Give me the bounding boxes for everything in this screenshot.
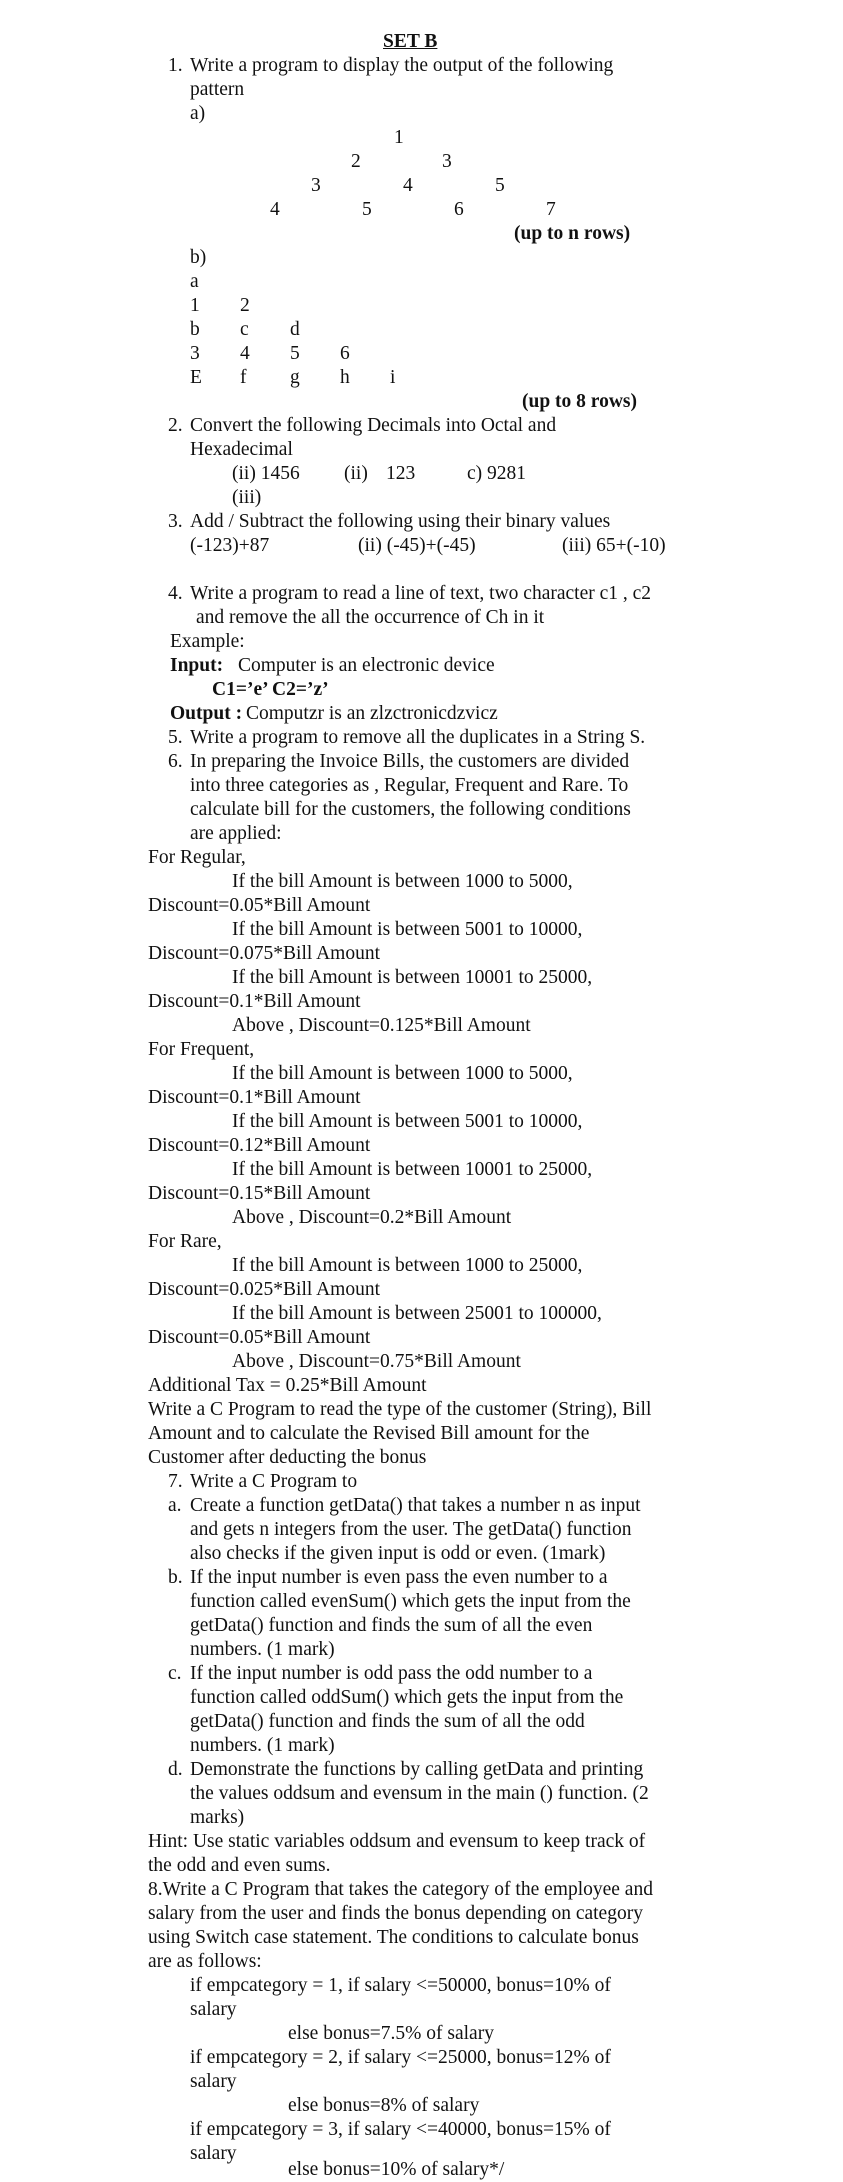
q8-text: 8.Write a C Program that takes the category of the employee and bbox=[148, 1879, 653, 1900]
q7-d-text: Demonstrate the functions by calling getData and printing bbox=[190, 1759, 644, 1780]
q3-item: (-123)+87 bbox=[190, 535, 270, 556]
discount-line: Discount=0.12*Bill Amount bbox=[148, 1135, 371, 1156]
q7-a-text: and gets n integers from the user. The getData() function bbox=[190, 1519, 632, 1540]
pattern-cell: b bbox=[190, 319, 200, 340]
q2-item: 123 bbox=[386, 463, 416, 484]
discount-line: Discount=0.05*Bill Amount bbox=[148, 895, 371, 916]
discount-line: Discount=0.15*Bill Amount bbox=[148, 1183, 371, 1204]
pattern-cell: d bbox=[290, 319, 300, 340]
q7-b-text: numbers. (1 mark) bbox=[190, 1639, 335, 1660]
discount-line: Discount=0.1*Bill Amount bbox=[148, 1087, 361, 1108]
q6-task: Customer after deducting the bonus bbox=[148, 1447, 427, 1468]
q7-c-label: c. bbox=[168, 1663, 182, 1684]
pattern-cell: f bbox=[240, 367, 247, 388]
q8-condition: if empcategory = 1, if salary <=50000, bonus=10% of bbox=[190, 1975, 611, 1996]
q2-item: c) 9281 bbox=[467, 463, 527, 484]
pattern-note: (up to n rows) bbox=[514, 223, 631, 244]
q7-hint: Hint: Use static variables oddsum and evensum to keep track of bbox=[148, 1831, 646, 1852]
q8-else: else bonus=7.5% of salary bbox=[288, 2023, 494, 2044]
condition-line: If the bill Amount is between 1000 to 5000, bbox=[232, 1063, 573, 1084]
q1-text: pattern bbox=[190, 79, 245, 100]
q7-c-text: numbers. (1 mark) bbox=[190, 1735, 335, 1756]
condition-line: If the bill Amount is between 1000 to 5000, bbox=[232, 871, 573, 892]
q8-condition: salary bbox=[190, 2071, 237, 2092]
pattern-cell: 2 bbox=[351, 151, 361, 172]
condition-line: Above , Discount=0.125*Bill Amount bbox=[232, 1015, 531, 1036]
pattern-note: (up to 8 rows) bbox=[522, 391, 638, 412]
pattern-cell: 7 bbox=[546, 199, 556, 220]
pattern-cell: 3 bbox=[442, 151, 452, 172]
q7-hint: the odd and even sums. bbox=[148, 1855, 331, 1876]
q5-text: Write a program to remove all the duplicates in a String S. bbox=[190, 727, 646, 748]
q7-number: 7. bbox=[168, 1471, 183, 1492]
pattern-cell: i bbox=[390, 367, 396, 388]
q6-text: into three categories as , Regular, Frequent and Rare. To bbox=[190, 775, 629, 796]
frequent-heading: For Frequent, bbox=[148, 1039, 255, 1060]
q8-condition: salary bbox=[190, 1999, 237, 2020]
condition-line: Above , Discount=0.2*Bill Amount bbox=[232, 1207, 512, 1228]
pattern-cell: 3 bbox=[311, 175, 321, 196]
discount-line: Discount=0.025*Bill Amount bbox=[148, 1279, 381, 1300]
pattern-cell: 1 bbox=[190, 295, 200, 316]
q4-number: 4. bbox=[168, 583, 183, 604]
q7-c-text: getData() function and finds the sum of all the odd bbox=[190, 1711, 585, 1732]
q2-text: Convert the following Decimals into Octal and bbox=[190, 415, 557, 436]
discount-line: Discount=0.075*Bill Amount bbox=[148, 943, 381, 964]
q8-text: using Switch case statement. The conditions to calculate bonus bbox=[148, 1927, 639, 1948]
discount-line: Discount=0.05*Bill Amount bbox=[148, 1327, 371, 1348]
q4-text: and remove the all the occurrence of Ch in it bbox=[196, 607, 545, 628]
q6-task: Write a C Program to read the type of the customer (String), Bill bbox=[148, 1399, 652, 1420]
q8-condition: salary bbox=[190, 2143, 237, 2164]
q8-condition: if empcategory = 2, if salary <=25000, bonus=12% of bbox=[190, 2047, 611, 2068]
q6-text: In preparing the Invoice Bills, the customers are divided bbox=[190, 751, 630, 772]
pattern-cell: h bbox=[340, 367, 350, 388]
pattern-cell: 5 bbox=[495, 175, 505, 196]
condition-line: If the bill Amount is between 10001 to 25000, bbox=[232, 967, 593, 988]
pattern-cell: 2 bbox=[240, 295, 250, 316]
q6-text: are applied: bbox=[190, 823, 282, 844]
tax-line: Additional Tax = 0.25*Bill Amount bbox=[148, 1375, 427, 1396]
condition-line: If the bill Amount is between 25001 to 100000, bbox=[232, 1303, 602, 1324]
q1-number: 1. bbox=[168, 55, 183, 76]
q3-text: Add / Subtract the following using their binary values bbox=[190, 511, 611, 532]
q8-condition: if empcategory = 3, if salary <=40000, bonus=15% of bbox=[190, 2119, 611, 2140]
q4-input-label: Input: bbox=[170, 655, 224, 676]
q3-item: (iii) 65+(-10) bbox=[562, 535, 666, 556]
q1-part-a-label: a) bbox=[190, 103, 206, 124]
q4-chars: C1=’e’ C2=’z’ bbox=[212, 679, 329, 700]
q7-d-text: marks) bbox=[190, 1807, 245, 1828]
q6-task: Amount and to calculate the Revised Bill amount for the bbox=[148, 1423, 590, 1444]
q7-c-text: If the input number is odd pass the odd number to a bbox=[190, 1663, 593, 1684]
q2-item: (ii) 1456 bbox=[232, 463, 300, 484]
q3-item: (ii) (-45)+(-45) bbox=[358, 535, 476, 556]
q7-a-text: Create a function getData() that takes a number n as input bbox=[190, 1495, 641, 1516]
q8-text: salary from the user and finds the bonus depending on category bbox=[148, 1903, 643, 1924]
pattern-cell: 4 bbox=[240, 343, 250, 364]
q7-a-label: a. bbox=[168, 1495, 182, 1516]
condition-line: If the bill Amount is between 5001 to 10000, bbox=[232, 919, 583, 940]
pattern-cell: a bbox=[190, 271, 199, 292]
q1-part-b-label: b) bbox=[190, 247, 207, 268]
q7-b-text: If the input number is even pass the even number to a bbox=[190, 1567, 608, 1588]
q7-c-text: function called oddSum() which gets the input from the bbox=[190, 1687, 624, 1708]
rare-heading: For Rare, bbox=[148, 1231, 222, 1252]
pattern-cell: 6 bbox=[454, 199, 464, 220]
pattern-cell: 1 bbox=[394, 127, 404, 148]
discount-line: Discount=0.1*Bill Amount bbox=[148, 991, 361, 1012]
q2-item: (ii) bbox=[344, 463, 368, 484]
pattern-cell: c bbox=[240, 319, 249, 340]
q6-number: 6. bbox=[168, 751, 183, 772]
q2-text: Hexadecimal bbox=[190, 439, 293, 460]
q8-else: else bonus=8% of salary bbox=[288, 2095, 480, 2116]
pattern-cell: 5 bbox=[362, 199, 372, 220]
q4-output-label: Output : bbox=[170, 703, 243, 724]
q4-text: Write a program to read a line of text, two character c1 , c2 bbox=[190, 583, 652, 604]
q8-else: else bonus=10% of salary*/ bbox=[288, 2159, 505, 2180]
condition-line: Above , Discount=0.75*Bill Amount bbox=[232, 1351, 521, 1372]
q7-text: Write a C Program to bbox=[190, 1471, 358, 1492]
pattern-cell: 3 bbox=[190, 343, 200, 364]
q4-example-label: Example: bbox=[170, 631, 245, 652]
q3-number: 3. bbox=[168, 511, 183, 532]
q1-text: Write a program to display the output of the following bbox=[190, 55, 614, 76]
q6-text: calculate bill for the customers, the following conditions bbox=[190, 799, 631, 820]
q7-a-text: also checks if the given input is odd or even. (1mark) bbox=[190, 1543, 606, 1564]
q7-b-label: b. bbox=[168, 1567, 183, 1588]
q7-b-text: getData() function and finds the sum of all the even bbox=[190, 1615, 593, 1636]
condition-line: If the bill Amount is between 1000 to 25000, bbox=[232, 1255, 583, 1276]
q7-b-text: function called evenSum() which gets the input from the bbox=[190, 1591, 631, 1612]
q5-number: 5. bbox=[168, 727, 183, 748]
q2-item: (iii) bbox=[232, 487, 262, 508]
pattern-cell: 5 bbox=[290, 343, 300, 364]
regular-heading: For Regular, bbox=[148, 847, 246, 868]
q4-input-value: Computer is an electronic device bbox=[238, 655, 495, 676]
pattern-cell: E bbox=[190, 367, 202, 388]
q2-number: 2. bbox=[168, 415, 183, 436]
pattern-cell: 4 bbox=[270, 199, 280, 220]
condition-line: If the bill Amount is between 5001 to 10000, bbox=[232, 1111, 583, 1132]
q4-output-value: Computzr is an zlzctronicdzvicz bbox=[246, 703, 498, 724]
pattern-cell: g bbox=[290, 367, 300, 388]
page-title: SET B bbox=[383, 31, 438, 52]
pattern-cell: 6 bbox=[340, 343, 350, 364]
pattern-cell: 4 bbox=[403, 175, 413, 196]
q7-d-text: the values oddsum and evensum in the main () function. (2 bbox=[190, 1783, 649, 1804]
q8-text: are as follows: bbox=[148, 1951, 262, 1972]
condition-line: If the bill Amount is between 10001 to 25000, bbox=[232, 1159, 593, 1180]
q7-d-label: d. bbox=[168, 1759, 183, 1780]
